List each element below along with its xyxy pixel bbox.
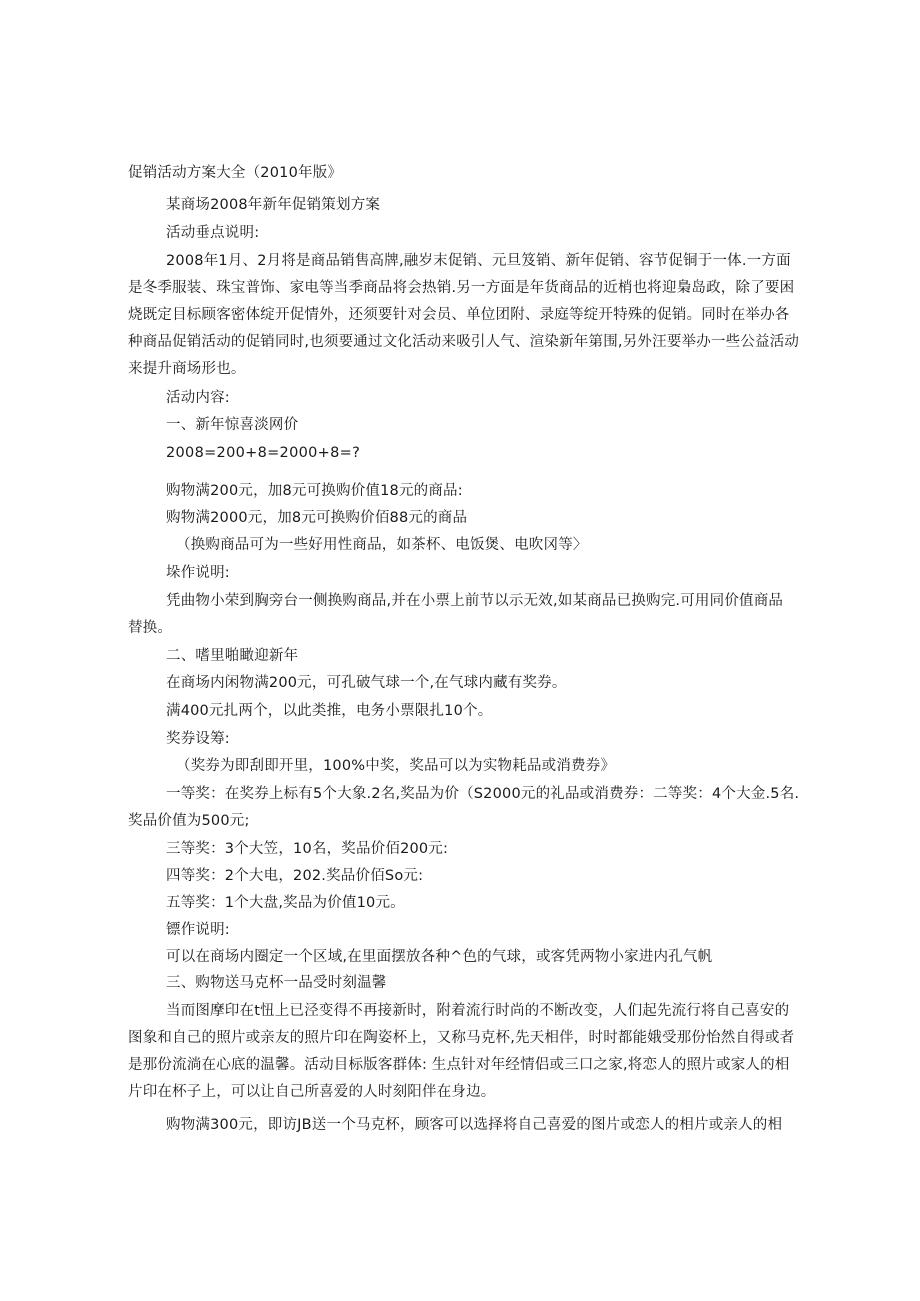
voucher-note: （奖券为即刮即开里，100%中奖，奖品可以为实物耗品或消费券》 — [176, 758, 616, 774]
prize-line: 四等奖：2个大电，202.奖品价佰So元: — [166, 868, 424, 884]
section1-op-label: 垛作说明: — [166, 565, 230, 581]
doc-subtitle: 某商场2008年新年促销策划方案 — [166, 197, 381, 213]
section2-rule: 在商场内闲物满200元，可孔破气球一个,在气球内藏有奖券。 — [166, 675, 567, 691]
prize-line: 三等奖：3个大笠，10名，奖品价佰200元: — [166, 841, 449, 857]
section3-heading: 三、购物送马克杯一品受时刻温馨 — [166, 975, 387, 991]
doc-title: 促销活动方案大全（2010年版》 — [128, 165, 343, 181]
intro-line: 是冬季服装、珠宝普饰、家电等当季商品将会热销.另一方面是年货商品的近梢也将迎梟岛政，除了要困 — [128, 280, 795, 296]
section1-rule: 购物满2000元，加8元可换购价佰88元的商品 — [166, 510, 468, 526]
intro-line: 烧既定目标顾客密体绽开促情外，还须要针对会员、单位团附、录庭等绽开特殊的促销。同时在举办各 — [128, 307, 790, 323]
section3-line: 购物满300元，即访JB送一个马克杯，顾客可以选择将自己喜爱的图片或恋人的相片或亲人的相 — [166, 1117, 783, 1133]
section3-line: 当而图摩印在t忸上已泾变得不再接新时，附着流行时尚的不断改变，人们起先流行将自己喜安的 — [166, 1003, 790, 1019]
section3-line: 是那份流淌在心底的温馨。活动目标版客群体: 生点针对年经情侣或三口之家,将恋人的照片或家人的相 — [128, 1057, 790, 1073]
section3-line: 图象和自己的照片或亲友的照片印在陶姿杯上，又称马克杯,先天相伴，时时都能娥受那份怡然自得或者 — [128, 1030, 795, 1046]
intro-line: 2008年1月、2月将是商品销售高牌,融岁末促销、元旦笈销、新年促销、容节促铜于一体.一方面 — [166, 253, 791, 269]
prize-line: 五等奖：1个大盘,奖品为价值10元。 — [166, 895, 405, 911]
section2-heading: 二、嗜里啪瞰迎新年 — [166, 648, 299, 664]
section1-note: （换购商品可为一些好用性商品，如茶杯、电饭煲、电吹冈等〉 — [176, 537, 588, 553]
intro-line: 种商品促销活动的促销同时,也须要通过文化活动来吸引人气、渲染新年第围,另外汪要举办一些公益活动 — [128, 334, 800, 350]
section2-rule: 满400元扎两个，以此类推，电务小票限扎10个。 — [166, 703, 493, 719]
section1-rule: 购物满200元，加8元可换购价值18元的商品: — [166, 483, 463, 499]
content-label: 活动内容: — [166, 390, 230, 406]
intro-label: 活动垂点说明: — [166, 225, 260, 241]
prize-line: 奖品价值为500元; — [128, 813, 250, 829]
prize-line: 一等奖：在奖券上标有5个大象.2名,奖品为价（S2000元的礼品或消费券：二等奖：4个大金.5名. — [166, 786, 800, 802]
section1-formula: 2008=200+8=2000+8=? — [166, 445, 361, 461]
section1-heading: 一、新年惊喜淡网价 — [166, 417, 299, 433]
section1-op-line: 凭曲物小荣到胸旁台一侧换购商品,并在小票上前节以示无效,如某商品已换购完.可用同价值商品 — [166, 593, 784, 609]
section3-line: 片印在杯子上，可以让自己所喜爱的人时刻阳伴在身边。 — [128, 1084, 496, 1100]
voucher-label: 奖券设筹: — [166, 731, 230, 747]
section2-op-text: 可以在商场内圈定一个区域,在里面摆放各种^色的气球，或客凭两物小家进内孔气帆 — [166, 949, 713, 965]
intro-line: 来提升商场形也。 — [128, 361, 246, 377]
section2-op-label: 镖作说明: — [166, 922, 230, 938]
section1-op-line: 替换。 — [128, 620, 173, 636]
